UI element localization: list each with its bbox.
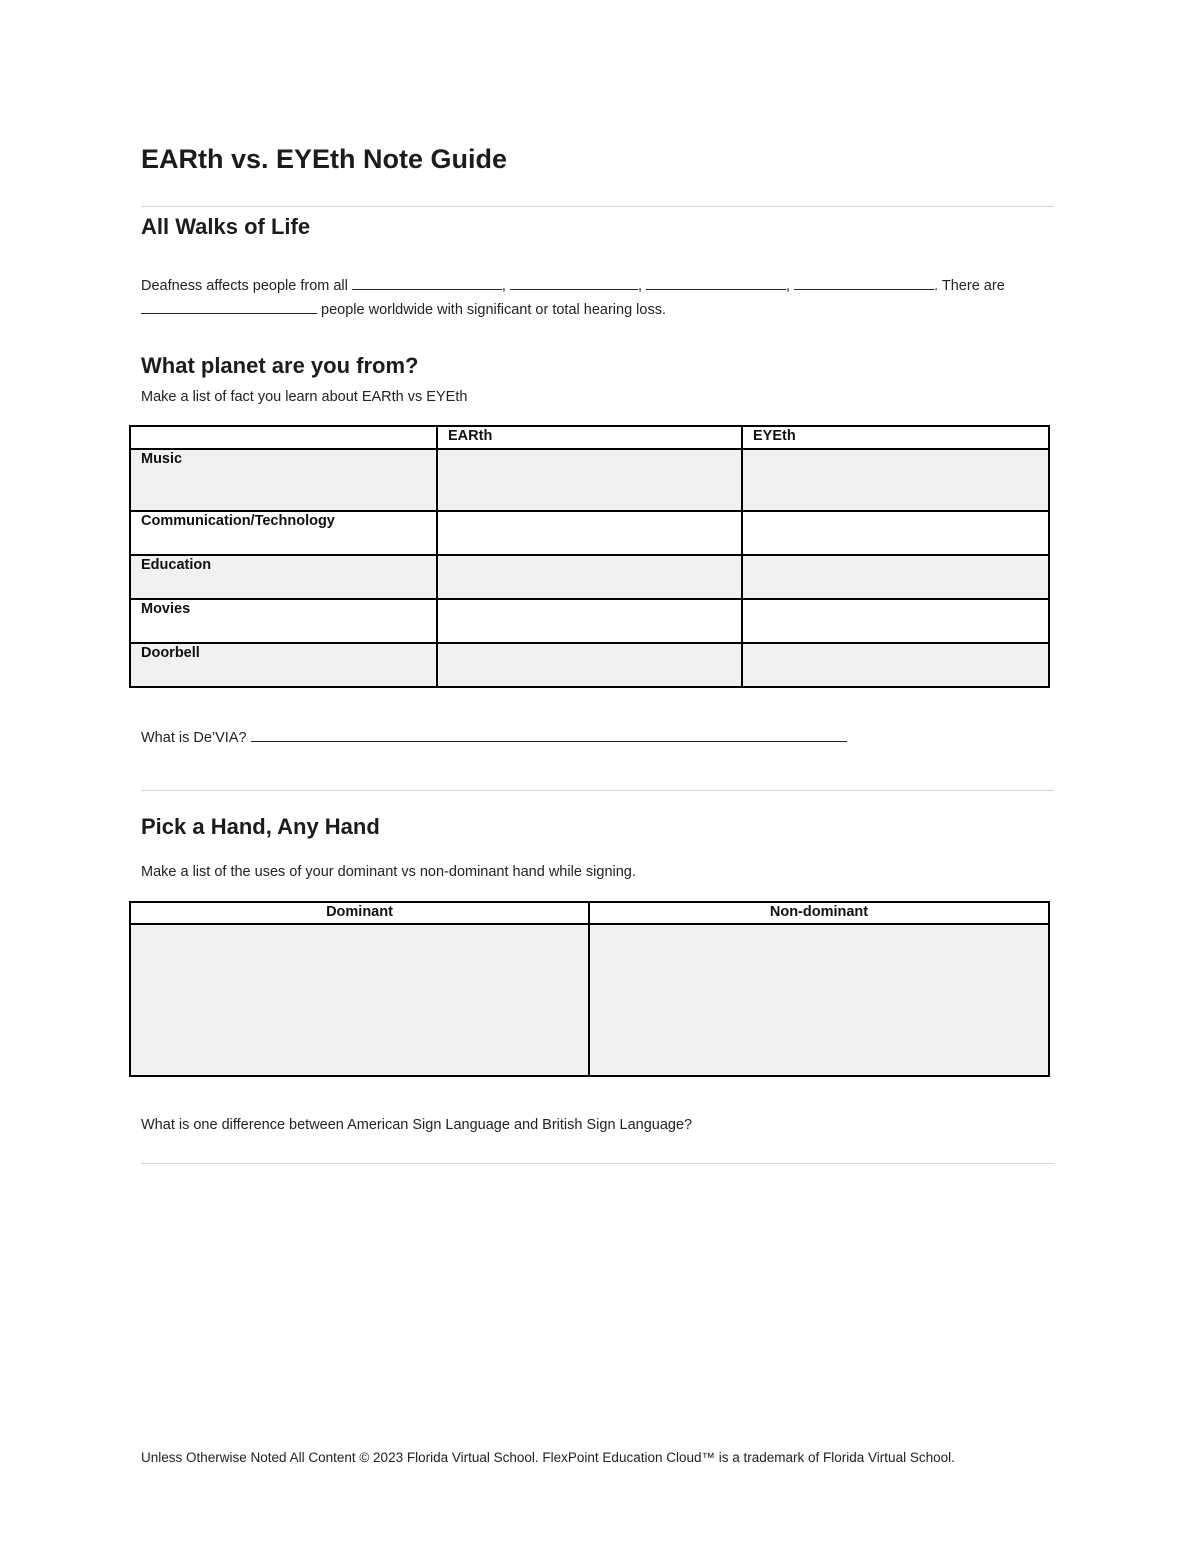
fill-in-line-2 xyxy=(141,301,666,318)
asl-bsl-question: What is one difference between American Sign Language and British Sign Language? xyxy=(141,1117,693,1133)
divider xyxy=(141,1163,1054,1164)
section-heading-all-walks: All Walks of Life xyxy=(141,214,311,239)
table-header-dominant: Dominant xyxy=(130,902,589,924)
table-header-non-dominant: Non-dominant xyxy=(589,902,1049,924)
earth-eyeth-table xyxy=(129,425,1050,688)
fill-in-text-end: . There are xyxy=(934,278,1005,294)
table-header-blank xyxy=(130,426,437,449)
divider xyxy=(141,790,1054,791)
cell-movies-eyeth[interactable] xyxy=(742,599,1049,643)
footer-copyright: Unless Otherwise Noted All Content © 2023 Florida Virtual School. FlexPoint Education Cloud™ is a trademark of Florida Virtual School. xyxy=(141,1450,955,1465)
cell-education-eyeth[interactable] xyxy=(742,555,1049,599)
table-row xyxy=(130,643,1049,687)
row-label-movies: Movies xyxy=(130,599,437,643)
cell-dominant[interactable] xyxy=(130,924,589,1076)
instructions-earth-eyeth: Make a list of fact you learn about EARth vs EYEth xyxy=(141,389,468,405)
blank-3[interactable] xyxy=(646,277,786,290)
fill-in-text-line2: people worldwide with significant or total hearing loss. xyxy=(317,302,666,318)
row-label-music: Music xyxy=(130,449,437,511)
blank-2[interactable] xyxy=(510,277,638,290)
cell-doorbell-eyeth[interactable] xyxy=(742,643,1049,687)
section-heading-pick-a-hand: Pick a Hand, Any Hand xyxy=(141,814,380,839)
devia-answer-blank[interactable] xyxy=(251,729,847,742)
cell-communication-earth[interactable] xyxy=(437,511,742,555)
table-row xyxy=(130,599,1049,643)
cell-education-earth[interactable] xyxy=(437,555,742,599)
table-header-eyeth: EYEth xyxy=(742,426,1049,449)
fill-in-text-start: Deafness affects people from all xyxy=(141,278,348,294)
table-row xyxy=(130,511,1049,555)
cell-music-eyeth[interactable] xyxy=(742,449,1049,511)
devia-question xyxy=(141,729,847,746)
row-label-education: Education xyxy=(130,555,437,599)
blank-5[interactable] xyxy=(141,301,317,314)
devia-question-text: What is De’VIA? xyxy=(141,730,247,746)
cell-doorbell-earth[interactable] xyxy=(437,643,742,687)
cell-non-dominant[interactable] xyxy=(589,924,1049,1076)
cell-music-earth[interactable] xyxy=(437,449,742,511)
instructions-hands: Make a list of the uses of your dominant vs non-dominant hand while signing. xyxy=(141,864,636,880)
table-row xyxy=(130,924,1049,1076)
hands-table xyxy=(129,901,1050,1077)
page-title: EARth vs. EYEth Note Guide xyxy=(141,144,508,174)
row-label-communication: Communication/Technology xyxy=(130,511,437,555)
cell-communication-eyeth[interactable] xyxy=(742,511,1049,555)
blank-1[interactable] xyxy=(352,277,502,290)
row-label-doorbell: Doorbell xyxy=(130,643,437,687)
blank-4[interactable] xyxy=(794,277,934,290)
section-heading-what-planet: What planet are you from? xyxy=(141,353,419,378)
table-row xyxy=(130,555,1049,599)
divider xyxy=(141,206,1054,207)
table-header-earth: EARth xyxy=(437,426,742,449)
fill-in-line-1: Deafness affects people from all , , , . There are xyxy=(141,278,1005,294)
cell-movies-earth[interactable] xyxy=(437,599,742,643)
table-row xyxy=(130,449,1049,511)
